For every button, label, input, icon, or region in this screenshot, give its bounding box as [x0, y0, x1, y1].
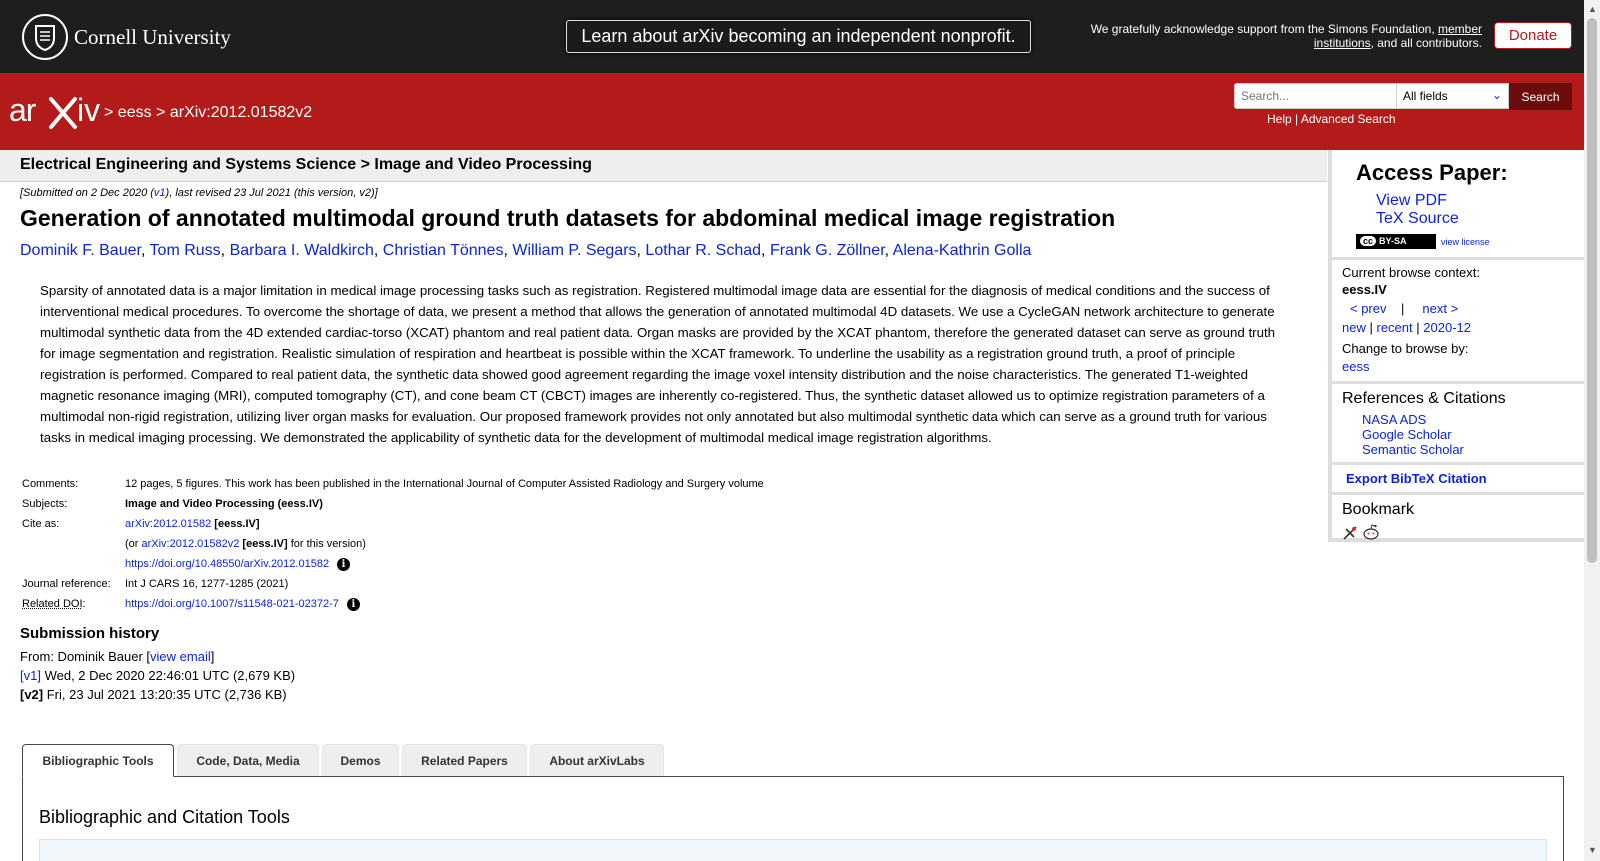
- license: [1356, 234, 1574, 249]
- bookmark-section: [1332, 501, 1584, 552]
- cite-doi-row: [20, 554, 766, 574]
- author-link[interactable]: Frank G. Zöllner: [769, 242, 885, 259]
- from-suffix: ]: [210, 649, 215, 664]
- breadcrumb-separator: >: [104, 104, 114, 121]
- search-button[interactable]: Search: [1509, 83, 1572, 110]
- related-doi-row: [20, 594, 766, 614]
- breadcrumb-archive-link[interactable]: eess: [117, 104, 152, 121]
- new-link[interactable]: new: [1342, 320, 1366, 335]
- support-acknowledgement: [1060, 22, 1482, 50]
- tab-bibliographic-tools[interactable]: Bibliographic Tools: [22, 744, 174, 777]
- help-link[interactable]: Help: [1267, 112, 1292, 126]
- author-link[interactable]: Barbara I. Waldkirch: [229, 242, 374, 259]
- nasa-ads-link[interactable]: NASA ADS: [1362, 412, 1427, 427]
- dateline-prefix: [Submitted on 2 Dec 2020 (: [20, 187, 154, 199]
- advanced-search-link[interactable]: Advanced Search: [1300, 112, 1396, 126]
- svg-text:ar: ar: [9, 93, 36, 128]
- breadcrumb: [104, 104, 312, 122]
- subjects-row: [20, 494, 766, 514]
- cite-value: [123, 514, 766, 534]
- version-v2: [20, 685, 1320, 704]
- cc-by-sa-badge-icon[interactable]: [1356, 234, 1436, 249]
- related-doi-abbr: Related DOI: [22, 598, 83, 610]
- member-institutions-link[interactable]: member institutions: [1313, 22, 1482, 50]
- cite-label: Cite as:: [22, 518, 60, 530]
- tab-related-papers[interactable]: Related Papers: [402, 744, 527, 777]
- scroll-up-icon[interactable]: ▲: [1588, 4, 1597, 14]
- browse-context-value: eess.IV: [1342, 282, 1387, 297]
- subject-header: Electrical Engineering and Systems Science > Image and Video Processing: [0, 150, 1327, 182]
- submission-history-heading: Submission history: [20, 625, 160, 642]
- help-links: [1267, 112, 1396, 126]
- cite-version-suffix: for this version): [287, 538, 366, 550]
- dateline: [20, 187, 1320, 199]
- reddit-icon[interactable]: [1362, 523, 1378, 539]
- search-input[interactable]: [1234, 83, 1397, 109]
- cite-doi-value: [123, 554, 766, 574]
- related-doi-value: [123, 594, 766, 614]
- support-suffix: , and all contributors.: [1370, 36, 1482, 50]
- tab-panel: [22, 776, 1564, 861]
- export-section: [1332, 465, 1584, 495]
- comments-value: 12 pages, 5 figures. This work has been published in the International Journal of Computer Assisted Radiology and Surgery volume: [125, 478, 764, 490]
- view-pdf-link[interactable]: View PDF: [1376, 192, 1447, 209]
- sidebar: [1328, 150, 1584, 542]
- version-v1-text: Wed, 2 Dec 2020 22:46:01 UTC (2,679 KB): [40, 668, 296, 683]
- tab-code-data-media[interactable]: Code, Data, Media: [177, 744, 319, 777]
- breadcrumb-separator: >: [156, 104, 166, 121]
- tools-heading: Bibliographic and Citation Tools: [39, 807, 290, 827]
- info-icon[interactable]: i: [337, 558, 350, 571]
- comments-row: [20, 474, 766, 494]
- scroll-down-icon[interactable]: ▼: [1588, 845, 1597, 855]
- author-link[interactable]: Dominik F. Bauer: [20, 242, 141, 259]
- support-prefix: We gratefully acknowledge support from the Simons Foundation,: [1090, 22, 1438, 36]
- submission-from: [20, 647, 1320, 666]
- cite-version-value: [123, 534, 766, 554]
- month-link[interactable]: 2020-12: [1423, 320, 1471, 335]
- export-bibtex-link[interactable]: Export BibTeX Citation: [1346, 471, 1487, 486]
- cite-tag: [eess.IV]: [214, 518, 260, 530]
- access-links: [1376, 192, 1574, 228]
- arxivlabs-tabs: [22, 744, 1564, 861]
- submission-history: [20, 624, 1320, 704]
- arxiv-logo-icon: [9, 93, 101, 131]
- nav-separator: |: [1369, 320, 1373, 335]
- references-section: [1332, 390, 1584, 465]
- bibsonomy-icon[interactable]: [1342, 525, 1358, 541]
- tab-demos[interactable]: Demos: [322, 744, 399, 777]
- references-heading: References & Citations: [1342, 390, 1506, 407]
- browse-context-section: [1332, 260, 1584, 384]
- author-list: Dominik F. Bauer, Tom Russ, Barbara I. Waldkirch, Christian Tönnes, William P. Segars, Lothar R. Schad, Frank G. Zöllner, Alena-Kathrin Golla: [20, 242, 1032, 259]
- version-v2-text: Fri, 23 Jul 2021 13:20:35 UTC (2,736 KB): [43, 687, 287, 702]
- nav-separator: |: [1400, 301, 1405, 316]
- journal-row: [20, 574, 766, 594]
- semantic-scholar-link[interactable]: Semantic Scholar: [1362, 442, 1464, 457]
- tab-about-arxivlabs[interactable]: About arXivLabs: [530, 744, 664, 777]
- google-scholar-link[interactable]: Google Scholar: [1362, 427, 1452, 442]
- access-paper-section: [1332, 160, 1584, 260]
- cornell-seal-icon: [22, 14, 68, 60]
- top-banner: [0, 0, 1584, 73]
- metadata-table: [20, 474, 766, 614]
- nav-separator: |: [1416, 320, 1420, 335]
- cite-id-link[interactable]: arXiv:2012.01582: [125, 518, 212, 530]
- subjects-value: Image and Video Processing (eess.IV): [125, 498, 323, 510]
- arxiv-header: [0, 73, 1584, 150]
- donate-button[interactable]: Donate: [1494, 22, 1572, 49]
- view-email-link[interactable]: view email: [150, 649, 211, 664]
- subjects-label: Subjects:: [22, 498, 68, 510]
- recent-link[interactable]: recent: [1376, 320, 1413, 335]
- prev-link[interactable]: < prev: [1350, 301, 1387, 316]
- change-browse-label: Change to browse by:: [1342, 341, 1469, 356]
- cc-mark: cc: [1360, 236, 1376, 246]
- change-browse-link[interactable]: eess: [1342, 359, 1370, 374]
- related-doi-link[interactable]: https://doi.org/10.1007/s11548-021-02372-7: [125, 598, 339, 610]
- cite-doi-link[interactable]: https://doi.org/10.48550/arXiv.2012.01582: [125, 558, 330, 570]
- cite-version-row: [20, 534, 766, 554]
- scrollbar-thumb[interactable]: [1587, 18, 1597, 563]
- author-link[interactable]: Lothar R. Schad: [645, 242, 762, 259]
- svg-text:iv: iv: [77, 93, 101, 128]
- author-link[interactable]: Alena-Kathrin Golla: [892, 242, 1032, 259]
- bookmark-heading: Bookmark: [1342, 501, 1415, 518]
- help-separator: |: [1295, 112, 1299, 126]
- author-link[interactable]: William P. Segars: [512, 242, 637, 259]
- browse-context-label: Current browse context:: [1342, 265, 1481, 280]
- nonprofit-announcement-button[interactable]: Learn about arXiv becoming an independent nonprofit.: [566, 20, 1031, 53]
- arxiv-logo[interactable]: [9, 93, 101, 134]
- version-v1: [20, 666, 1320, 685]
- dateline-suffix: ), last revised 23 Jul 2021 (this version, v2)]: [165, 187, 378, 199]
- related-doi-colon: :: [82, 598, 86, 610]
- search-field-select[interactable]: [1396, 83, 1509, 109]
- author-link[interactable]: Christian Tönnes: [382, 242, 504, 259]
- cite-version-tag: [eess.IV]: [242, 538, 288, 550]
- access-paper-heading: Access Paper:: [1356, 160, 1508, 185]
- page-scrollbar[interactable]: [1584, 0, 1600, 861]
- abstract-text: Sparsity of annotated data is a major limitation in medical image processing tasks such as registration. Registered multimodal image data are essential for the diagnosis of medical conditions and the success of interventional medical procedures. To overcome the shortage of data, we present a method that allows the generation of annotated multimodal 4D datasets. We use a CycleGAN network architecture to generate multimodal synthetic data from the 4D extended cardiac-torso (XCAT) phantom and real patient data. Organ masks are provided by the XCAT phantom, therefore the generated dataset can serve as ground truth for image segmentation and registration. Realistic simulation of respiration and heartbeat is possible within the XCAT framework. To underline the usability as a registration ground truth, a proof of principle registration is performed. Compared to real patient data, the synthetic data showed good agreement regarding the image voxel intensity distribution and the noise characteristics. The generated T1-weighted magnetic resonance imaging (MRI), computed tomography (CT), and cone beam CT (CBCT) images are inherently co-registered. Thus, the synthetic dataset allowed us to optimize registration parameters of a multimodal non-rigid registration, utilizing liver organ masks for evaluation. Our proposed framework provides not only annotated but also multimodal synthetic data which can serve as a ground truth for various tasks in medical imaging processing. We demonstrated the applicability of synthetic data for the development of multimodal medical image registration algorithms.: [40, 283, 1276, 445]
- author-link[interactable]: Tom Russ: [149, 242, 221, 259]
- chevron-down-icon: ⌄: [1491, 88, 1502, 102]
- search-field-value: All fields: [1403, 89, 1448, 103]
- cite-version-link[interactable]: arXiv:2012.01582v2: [141, 538, 240, 550]
- journal-value: Int J CARS 16, 1277-1285 (2021): [125, 578, 289, 590]
- cite-version-prefix: (or: [125, 538, 142, 550]
- tools-box: [39, 839, 1547, 861]
- cornell-logo[interactable]: [22, 14, 231, 60]
- version-v2-label: [v2]: [20, 687, 44, 702]
- next-link[interactable]: next >: [1422, 301, 1459, 316]
- paper-title: Generation of annotated multimodal ground truth datasets for abdominal medical image registration: [20, 205, 1116, 231]
- dateline-v1-link[interactable]: v1: [153, 187, 166, 199]
- journal-label: Journal reference:: [22, 578, 111, 590]
- cornell-name: Cornell University: [74, 24, 231, 49]
- cite-row: [20, 514, 766, 534]
- from-prefix: From: Dominik Bauer [: [20, 649, 151, 664]
- breadcrumb-paper-id: arXiv:2012.01582v2: [169, 104, 313, 121]
- version-v1-link[interactable]: [v1]: [20, 668, 41, 683]
- tex-source-link[interactable]: TeX Source: [1376, 210, 1459, 227]
- info-icon[interactable]: i: [347, 598, 360, 611]
- abstract-page: [20, 183, 1320, 704]
- license-badge-text: BY-SA: [1379, 236, 1407, 246]
- comments-label: Comments:: [22, 478, 79, 490]
- related-doi-label: [20, 594, 123, 614]
- view-license-link[interactable]: view license: [1441, 236, 1490, 247]
